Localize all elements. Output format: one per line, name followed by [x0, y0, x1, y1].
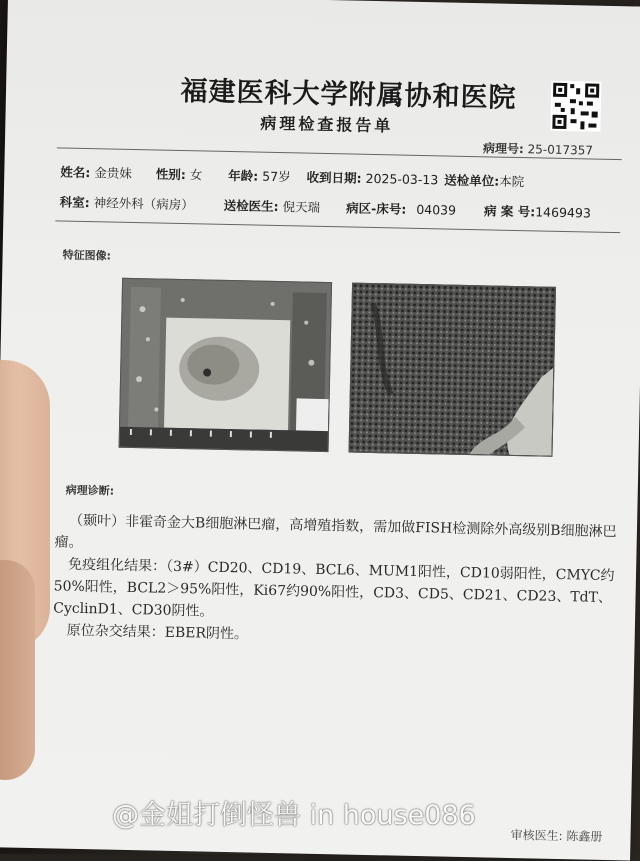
dept-label: 科室:	[59, 194, 90, 211]
qr-code-icon	[550, 81, 601, 132]
sender-unit-label: 送检单位:	[444, 172, 500, 189]
patient-row-2	[60, 192, 592, 221]
reviewer-signature: 审核医生: 陈鑫册	[510, 828, 603, 844]
patient-age: 57岁	[262, 168, 291, 185]
sex-label: 性别:	[155, 166, 186, 183]
received-date: 2025-03-13	[365, 170, 439, 188]
diagnosis-title: 病理诊断:	[65, 483, 115, 498]
pathology-number-label: 病理号:	[482, 141, 524, 157]
pathology-number-value: 25-017357	[527, 142, 594, 158]
department: 神经外科（病房）	[93, 195, 194, 213]
sending-doctor: 倪天瑞	[282, 199, 321, 215]
histology-image	[349, 283, 557, 457]
patient-name: 金贵妹	[94, 165, 132, 181]
watermark: @金姐打倒怪兽 in house086	[112, 800, 476, 831]
case-number: 1469493	[535, 204, 592, 221]
ward-bed: 04039	[416, 201, 457, 218]
sender-unit: 本院	[499, 173, 525, 190]
ihc-result: 免疫组化结果：（3#）CD20、CD19、BCL6、MUM1阳性，CD10弱阳性，CMYC约50%阳性，BCL2＞95%阳性，Ki67约90%阳性，CD3、CD5、CD21、CD23、TdT、CyclinD1、CD30阴性。	[53, 556, 615, 620]
case-number-label: 病 案 号:	[483, 203, 536, 220]
doctor-label: 送检医生:	[223, 197, 279, 215]
ward-bed-label: 病区-床号:	[345, 200, 407, 217]
patient-sex: 女	[189, 167, 203, 183]
feature-images-title: 特征图像:	[62, 248, 112, 263]
name-label: 姓名:	[60, 164, 91, 181]
report-title: 病理检查报告单	[260, 113, 394, 136]
hand	[0, 560, 35, 780]
received-date-label: 收到日期:	[306, 169, 362, 186]
diagnosis-line: （颞叶）非霍奇金大B细胞淋巴瘤，高增殖指数，需加做FISH检测除外高级别B细胞淋巴瘤。	[54, 512, 617, 551]
age-label: 年龄:	[228, 167, 259, 184]
gross-specimen-image	[119, 278, 333, 452]
header-rule-bottom	[55, 220, 620, 233]
ish-result: 原位杂交结果：EBER阴性。	[66, 622, 249, 643]
patient-row-1	[60, 162, 524, 190]
hospital-name: 福建医科大学附属协和医院	[180, 75, 517, 114]
diagnosis-body	[53, 509, 634, 653]
